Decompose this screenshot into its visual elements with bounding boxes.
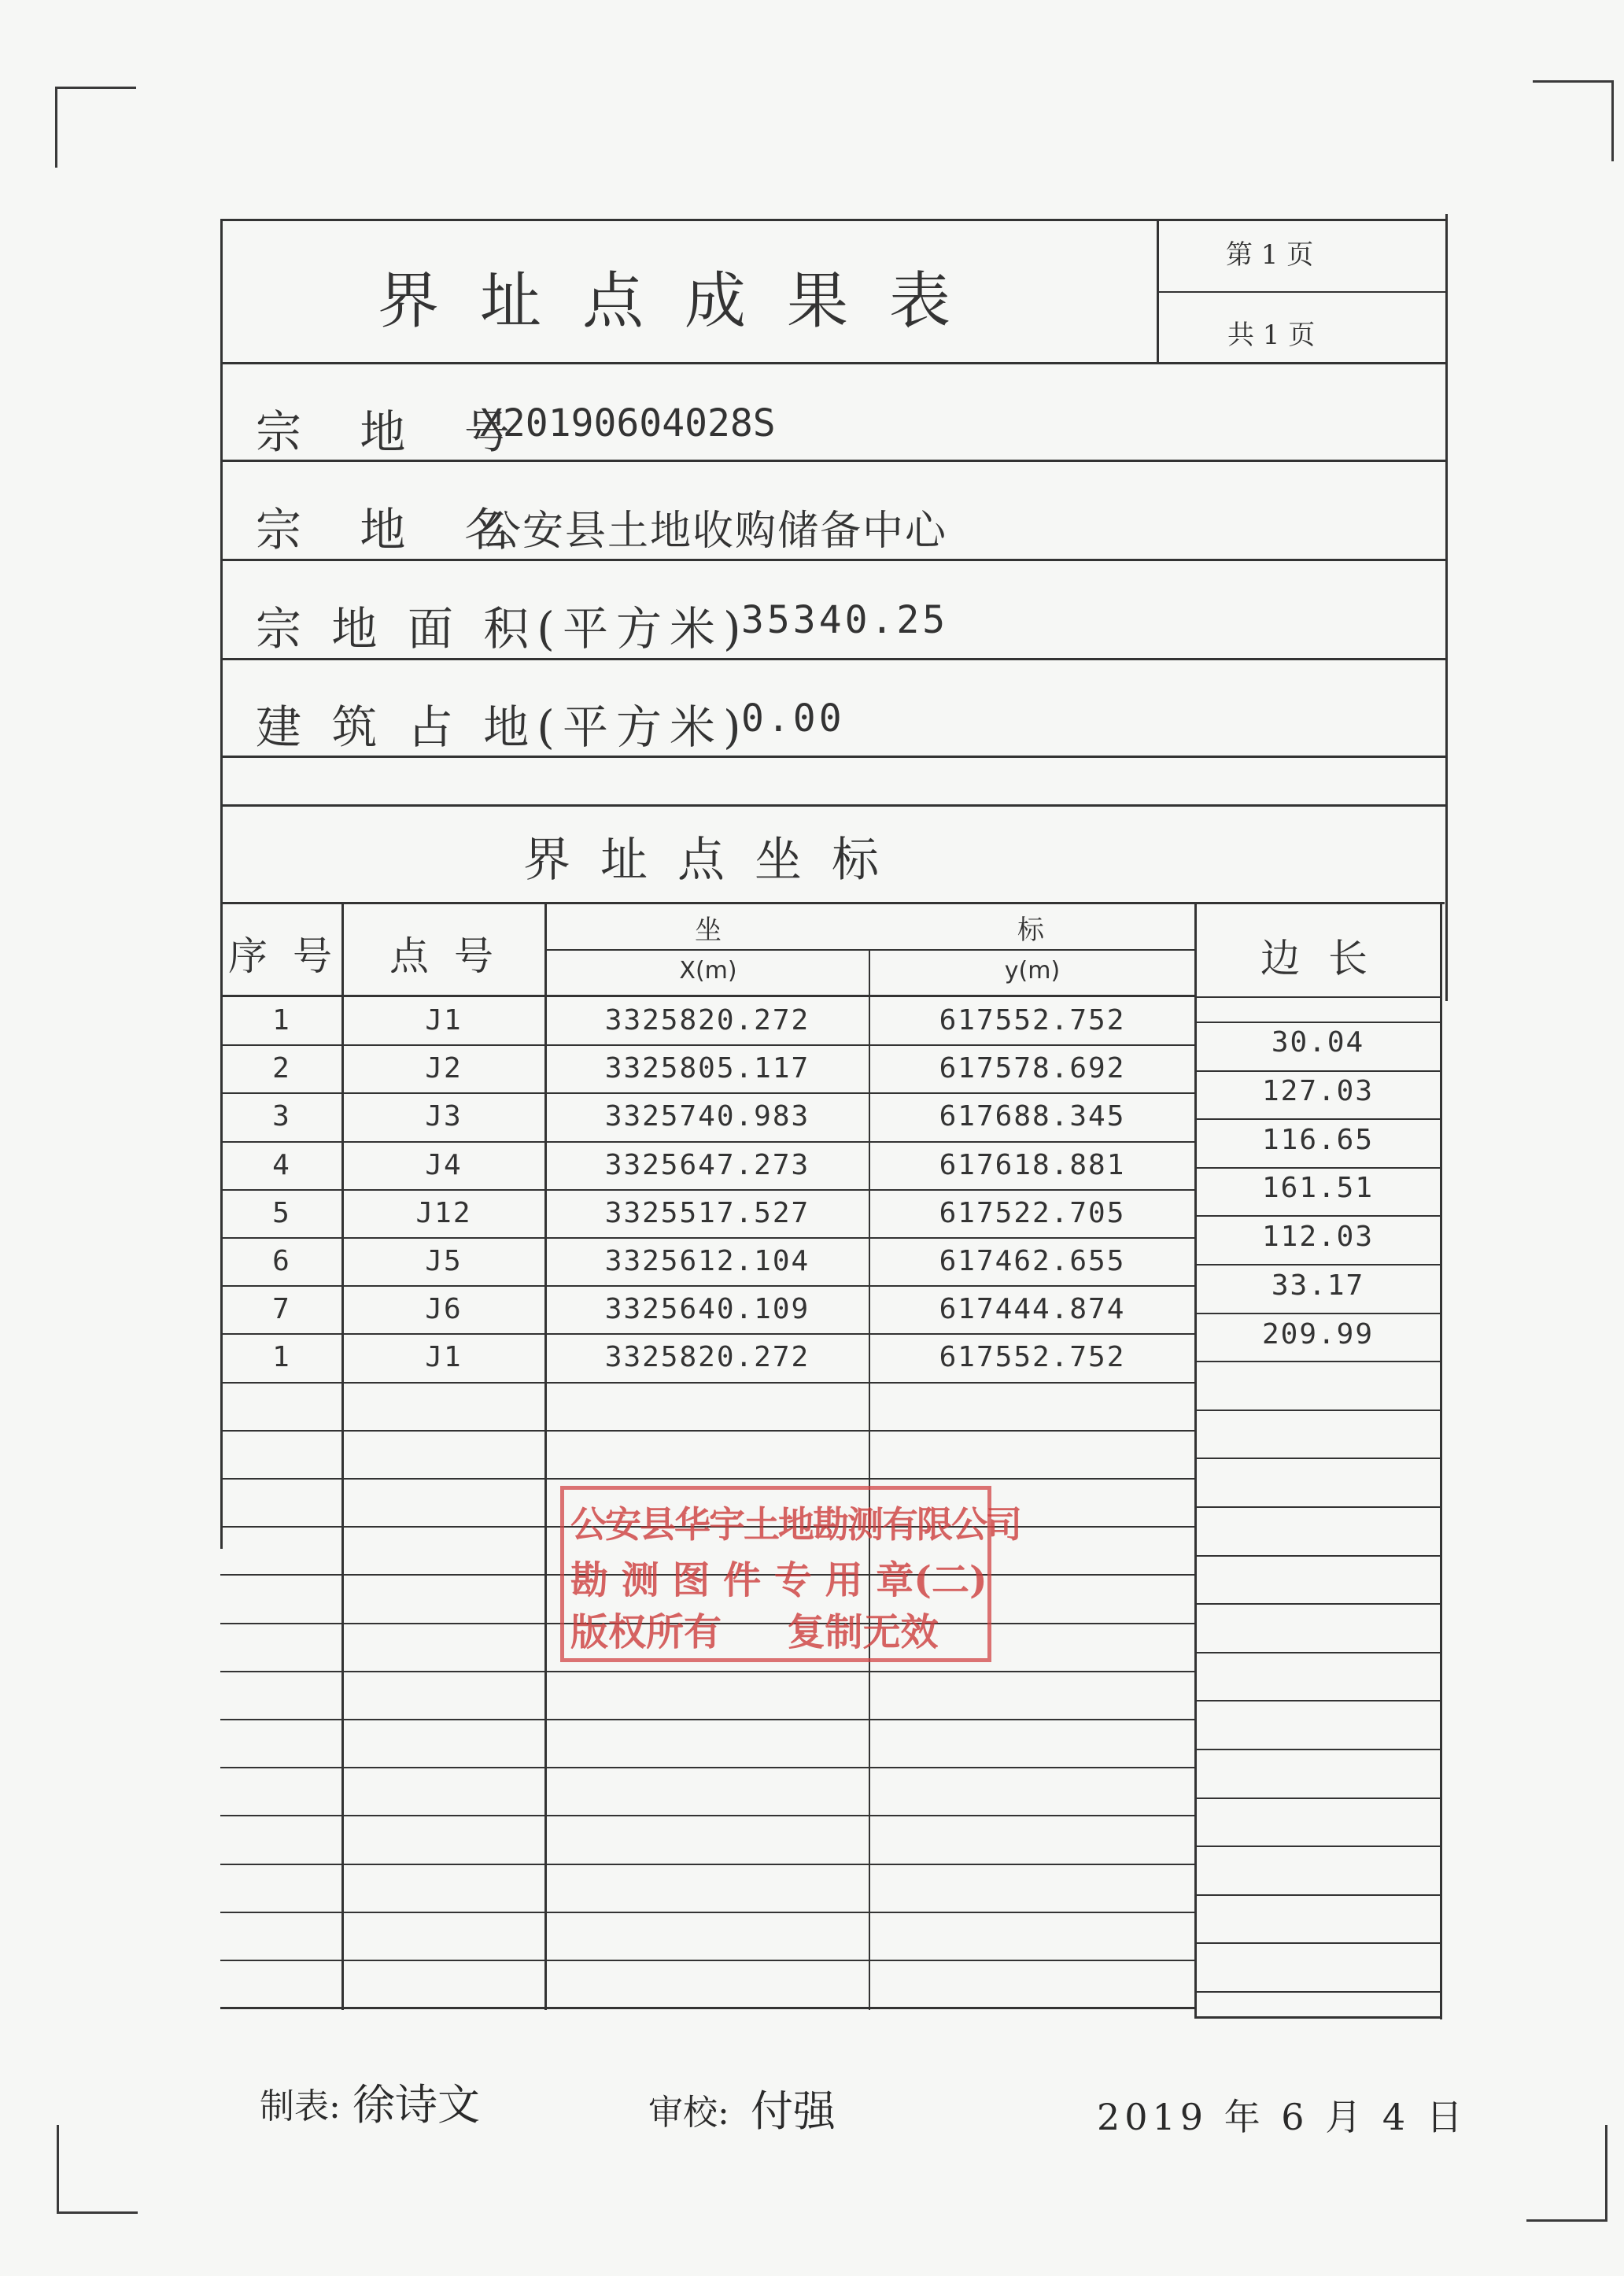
- row-x: 3325820.272: [604, 1341, 810, 1373]
- row-x: 3325640.109: [604, 1293, 810, 1325]
- header-y: y(m): [1004, 957, 1061, 985]
- row-point: J4: [425, 1149, 463, 1181]
- row-point: J12: [415, 1197, 472, 1229]
- row-x: 3325820.272: [604, 1004, 810, 1036]
- row-y: 617552.752: [939, 1004, 1126, 1036]
- side-length: 127.03: [1261, 1075, 1375, 1107]
- row-seq: 4: [272, 1149, 291, 1181]
- row-seq: 3: [272, 1100, 291, 1132]
- row-x: 3325612.104: [604, 1245, 810, 1277]
- row-y: 617688.345: [939, 1100, 1126, 1132]
- building-area-value: 0.00: [741, 696, 845, 741]
- row-seq: 7: [272, 1293, 291, 1325]
- side-length: 161.51: [1261, 1172, 1375, 1204]
- row-point: J1: [425, 1004, 463, 1036]
- row-seq: 1: [272, 1341, 291, 1373]
- row-point: J5: [425, 1245, 463, 1277]
- page-current: 第 1 页: [1226, 239, 1314, 271]
- row-point: J1: [425, 1341, 463, 1373]
- side-length: 209.99: [1261, 1318, 1375, 1350]
- date: 2019 年 6 月 4 日: [1097, 2096, 1467, 2138]
- seal-line-copyright: 版权所有 复制无效: [570, 1610, 939, 1654]
- row-y: 617552.752: [939, 1341, 1126, 1373]
- maker-name: 徐诗文: [352, 2080, 480, 2130]
- page-total: 共 1 页: [1227, 320, 1316, 351]
- header-side-length: 边 长: [1260, 936, 1375, 981]
- parcel-number-value: X20190604028S: [480, 401, 776, 445]
- row-x: 3325647.273: [604, 1149, 810, 1181]
- crop-mark-top-right: [1533, 80, 1614, 161]
- checker-label: 审校:: [648, 2093, 729, 2133]
- header-seq: 序 号: [228, 933, 338, 979]
- crop-mark-bottom-right: [1526, 2125, 1607, 2222]
- header-x: X(m): [679, 957, 737, 985]
- row-y: 617618.881: [939, 1149, 1126, 1181]
- row-x: 3325740.983: [604, 1100, 810, 1132]
- row-y: 617462.655: [939, 1245, 1126, 1277]
- header-coord-left: 坐: [695, 914, 722, 946]
- row-point: J3: [425, 1100, 463, 1132]
- row-x: 3325517.527: [604, 1197, 810, 1229]
- seal-line-purpose: 勘 测 图 件 专 用 章(二): [570, 1558, 987, 1602]
- row-seq: 2: [272, 1052, 291, 1084]
- parcel-area-value: 35340.25: [741, 598, 949, 642]
- row-seq: 6: [272, 1245, 291, 1277]
- parcel-name-value: 公安县土地收购储备中心: [480, 508, 948, 555]
- checker-name: 付强: [751, 2086, 836, 2136]
- row-y: 617522.705: [939, 1197, 1126, 1229]
- building-area-label: 建 筑 占 地(平方米): [256, 700, 749, 754]
- row-y: 617578.692: [939, 1052, 1126, 1084]
- coords-table-title: 界址点坐标: [523, 833, 909, 888]
- side-length: 112.03: [1261, 1221, 1375, 1253]
- crop-mark-top-left: [55, 87, 136, 168]
- maker-label: 制表:: [260, 2086, 341, 2126]
- row-point: J2: [425, 1052, 463, 1084]
- parcel-number-label: 宗 地 号: [256, 405, 532, 459]
- crop-mark-bottom-left: [57, 2125, 138, 2214]
- side-length: 30.04: [1271, 1026, 1365, 1059]
- row-seq: 5: [272, 1197, 291, 1229]
- side-length: 116.65: [1261, 1124, 1375, 1156]
- row-x: 3325805.117: [604, 1052, 810, 1084]
- parcel-area-label: 宗 地 面 积(平方米): [256, 602, 749, 656]
- official-seal: [560, 1486, 1021, 1662]
- document-title: 界址点成果表: [377, 266, 991, 337]
- seal-line-company: 公安县华宇土地勘测有限公司: [570, 1503, 1021, 1546]
- side-length: 33.17: [1271, 1269, 1365, 1302]
- header-point: 点 号: [389, 933, 500, 979]
- row-point: J6: [425, 1293, 463, 1325]
- parcel-name-label: 宗 地 名: [256, 503, 532, 556]
- header-coord-right: 标: [1017, 914, 1044, 946]
- row-y: 617444.874: [939, 1293, 1126, 1325]
- row-seq: 1: [272, 1004, 291, 1036]
